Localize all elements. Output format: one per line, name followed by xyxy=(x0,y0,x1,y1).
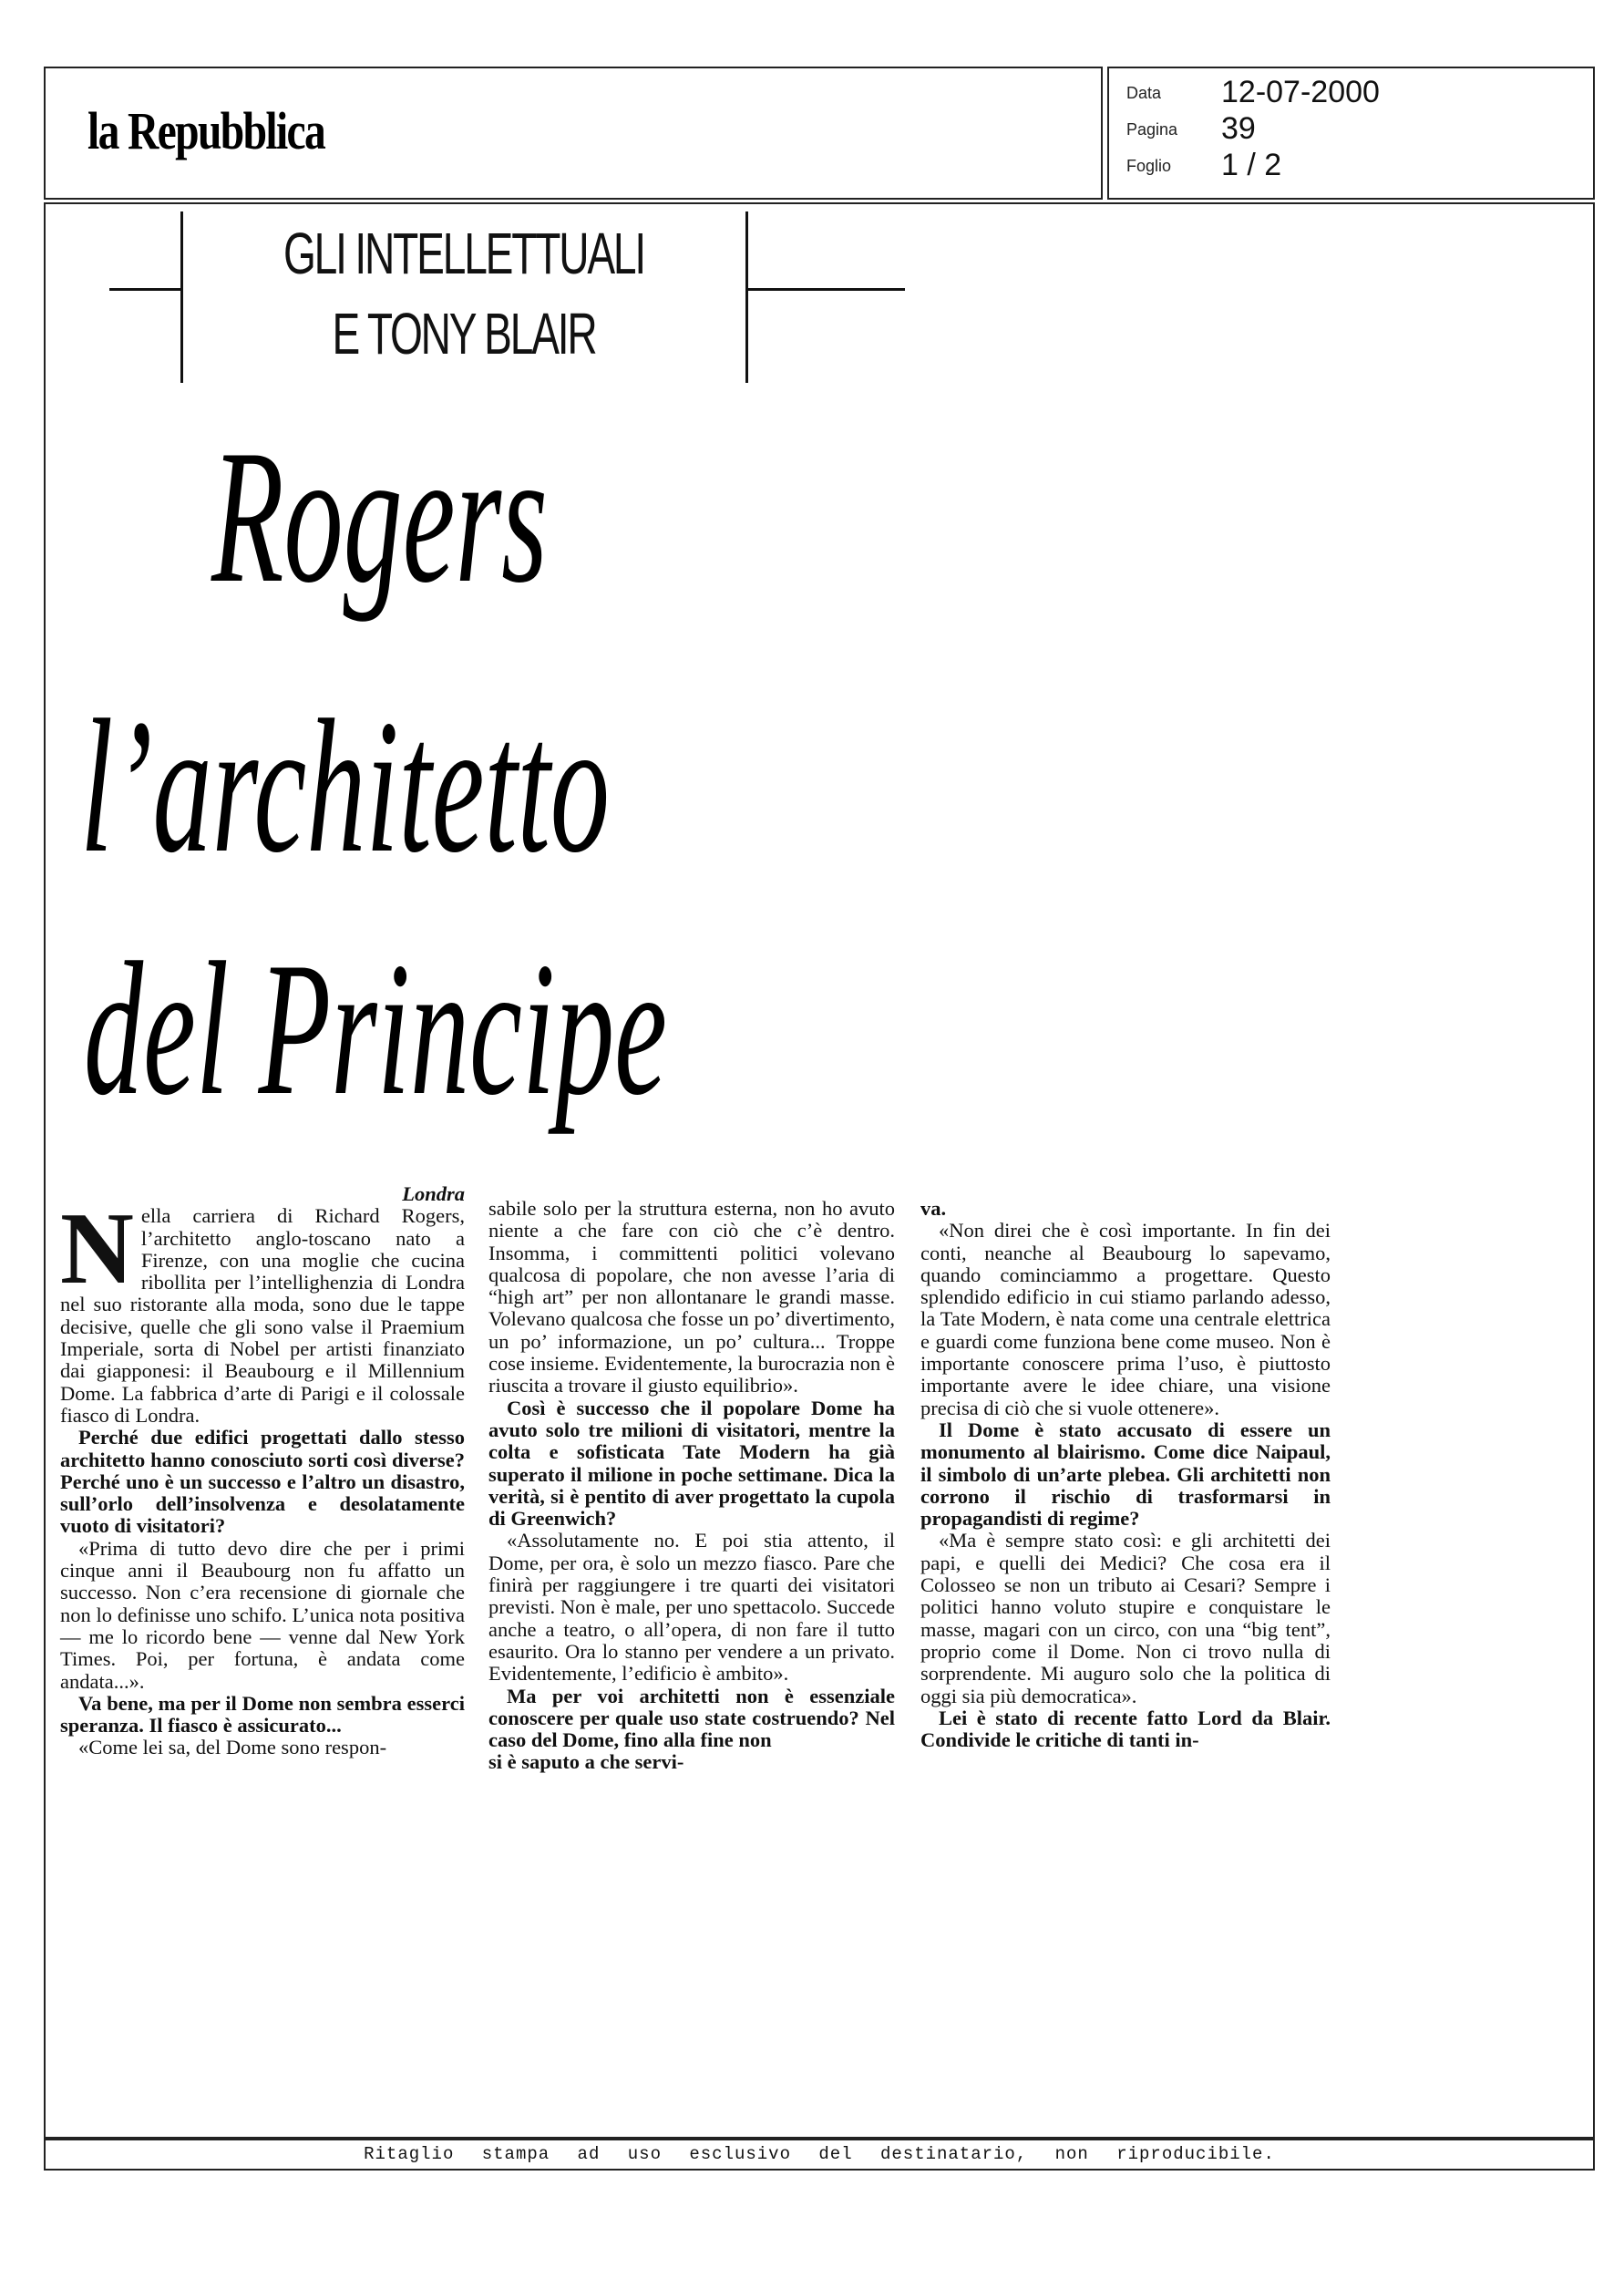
article-paragraph: «Come lei sa, del Dome sono respon- xyxy=(78,1736,387,1759)
kicker-bar-right xyxy=(745,211,748,383)
article-column-2 xyxy=(488,1198,895,1774)
lead-text: ella carriera di Richard Rogers, l’architetto anglo-toscano nato a Firenze, con una moglie che cucina ribollita per l’intellighenzia di Londra nel suo ristorante alla moda, sono due le tappe decisive, quelle che gli sono valse il Praemium Imperiale, sorta di Nobel per artisti finanziato dai giapponesi: il Beaubourg e il Millennium Dome. La fabbrica d’arte di Parigi e il colossale fiasco di Londra. xyxy=(60,1204,465,1427)
kicker-rule-right xyxy=(748,288,905,291)
kicker-line-2: E TONY BLAIR xyxy=(332,301,596,366)
kicker-bar-left xyxy=(180,211,183,383)
headline-line-2: l’architetto xyxy=(80,681,610,892)
article-paragraph: «Ma è sempre stato così: e gli architetti dei papi, e quelli dei Medici? Che cosa era il Colosseo se non un tributo ai Cesari? Sempre i politici hanno voluto stupire e conquistare le masse, magari con un circo, con una “big tent”, proprio come il Dome. Non ci trovo nulla di sorprendente. Mi auguro solo che la politica di oggi sia più democratica». xyxy=(920,1529,1331,1707)
interview-question: Così è successo che il popolare Dome ha avuto solo tre milioni di visitatori, mentre la colta e sofisticata Tate Modern ha già superato il milione in poche settimane. Dica la verità, si è pentito di aver progettato la cupola di Greenwich? xyxy=(488,1396,895,1531)
newspaper-logo: la Repubblica xyxy=(87,101,325,160)
meta-label: Pagina xyxy=(1126,120,1178,139)
meta-label: Data xyxy=(1126,84,1162,102)
article-column-1 xyxy=(60,1183,465,1759)
kicker-line-1: GLI INTELLETTUALI xyxy=(283,221,645,286)
meta-value: 12-07-2000 xyxy=(1221,75,1380,109)
interview-question: Il Dome è stato accusato di essere un monumento al blairismo. Come dice Naipaul, il simbolo di un’arte plebea. Gli architetti non corrono il rischio di trasformarsi in propagandisti di regime? xyxy=(920,1418,1331,1531)
interview-question: Perché due edifici progettati dallo stesso architetto hanno conosciuto sorti così diverse? Perché uno è un successo e l’altro un disastro, sull’orlo dell’insolvenza e desolatamente vuoto di visitatori? xyxy=(60,1426,465,1538)
kicker-rule-left xyxy=(109,288,180,291)
headline-line-1: Rogers xyxy=(211,411,548,623)
interview-question: si è saputo a che servi- xyxy=(488,1750,684,1774)
interview-question: Lei è stato di recente fatto Lord da Blair. Condivide le critiche di tanti in- xyxy=(920,1706,1331,1752)
article-paragraph: sabile solo per la struttura esterna, non ho avuto niente a che fare con ciò che c’è dentro. Insomma, i committenti politici volevano qualcosa di popolare, che non avesse l’aria di “high art” per non allontanare le grandi masse. Volevano qualcosa che fosse un po’ divertimento, un po’ informazione, un po’ cultura... Troppe cose insieme. Evidentemente, la burocrazia non è riuscita a trovare il giusto equilibrio». xyxy=(488,1197,895,1397)
meta-value: 1 / 2 xyxy=(1221,148,1282,182)
meta-label: Foglio xyxy=(1126,157,1172,175)
meta-value: 39 xyxy=(1221,111,1256,146)
article-column-3 xyxy=(920,1198,1331,1751)
article-paragraph: «Assolutamente no. E poi stia attento, il Dome, per ora, è solo un mezzo fiasco. Pare che finirà per raggiungere i tre quarti dei visitatori previsti. Non è male, per uno spettacolo. Succede anche a teatro, o all’opera, di non fare il tutto esaurito. Ora lo stanno per vendere a un privato. Evidentemente, l’edificio è ambito». xyxy=(488,1529,895,1686)
article-paragraph xyxy=(60,1192,465,1427)
interview-question: Ma per voi architetti non è essenziale conoscere per quale uso state costruendo? Nel caso del Dome, fino alla fine non xyxy=(488,1684,895,1752)
article-paragraph: «Prima di tutto devo dire che per i primi cinque anni il Beaubourg non fu affatto un successo. Non c’era recensione di giornale che non lo definisse uno schifo. L’unica nota positiva — me lo ricordo bene — venne dal New York Times. Poi, per fortuna, è andata come andata...». xyxy=(60,1536,465,1693)
interview-question: va. xyxy=(920,1197,947,1220)
drop-cap: N xyxy=(60,1192,134,1306)
interview-question: Va bene, ma per il Dome non sembra esserci speranza. Il fiasco è assicurato... xyxy=(60,1691,465,1738)
footer-notice: Ritaglio stampa ad uso esclusivo del destinatario, non riproducibile. xyxy=(364,2144,1275,2164)
article-paragraph: «Non direi che è così importante. In fin dei conti, neanche al Beaubourg lo sapevamo, quando cominciammo a progettare. Questo splendido edificio in cui stiamo parlando adesso, la Tate Modern, è nata come una centrale elettrica e guardi come funziona bene come museo. Non è importante conoscere prima l’uso, è piuttosto importante avere le idee chiare, una visione precisa di ciò che si vuole ottenere». xyxy=(920,1219,1331,1419)
headline-line-3: del Principe xyxy=(84,923,667,1135)
dateline: Londra xyxy=(402,1182,465,1205)
